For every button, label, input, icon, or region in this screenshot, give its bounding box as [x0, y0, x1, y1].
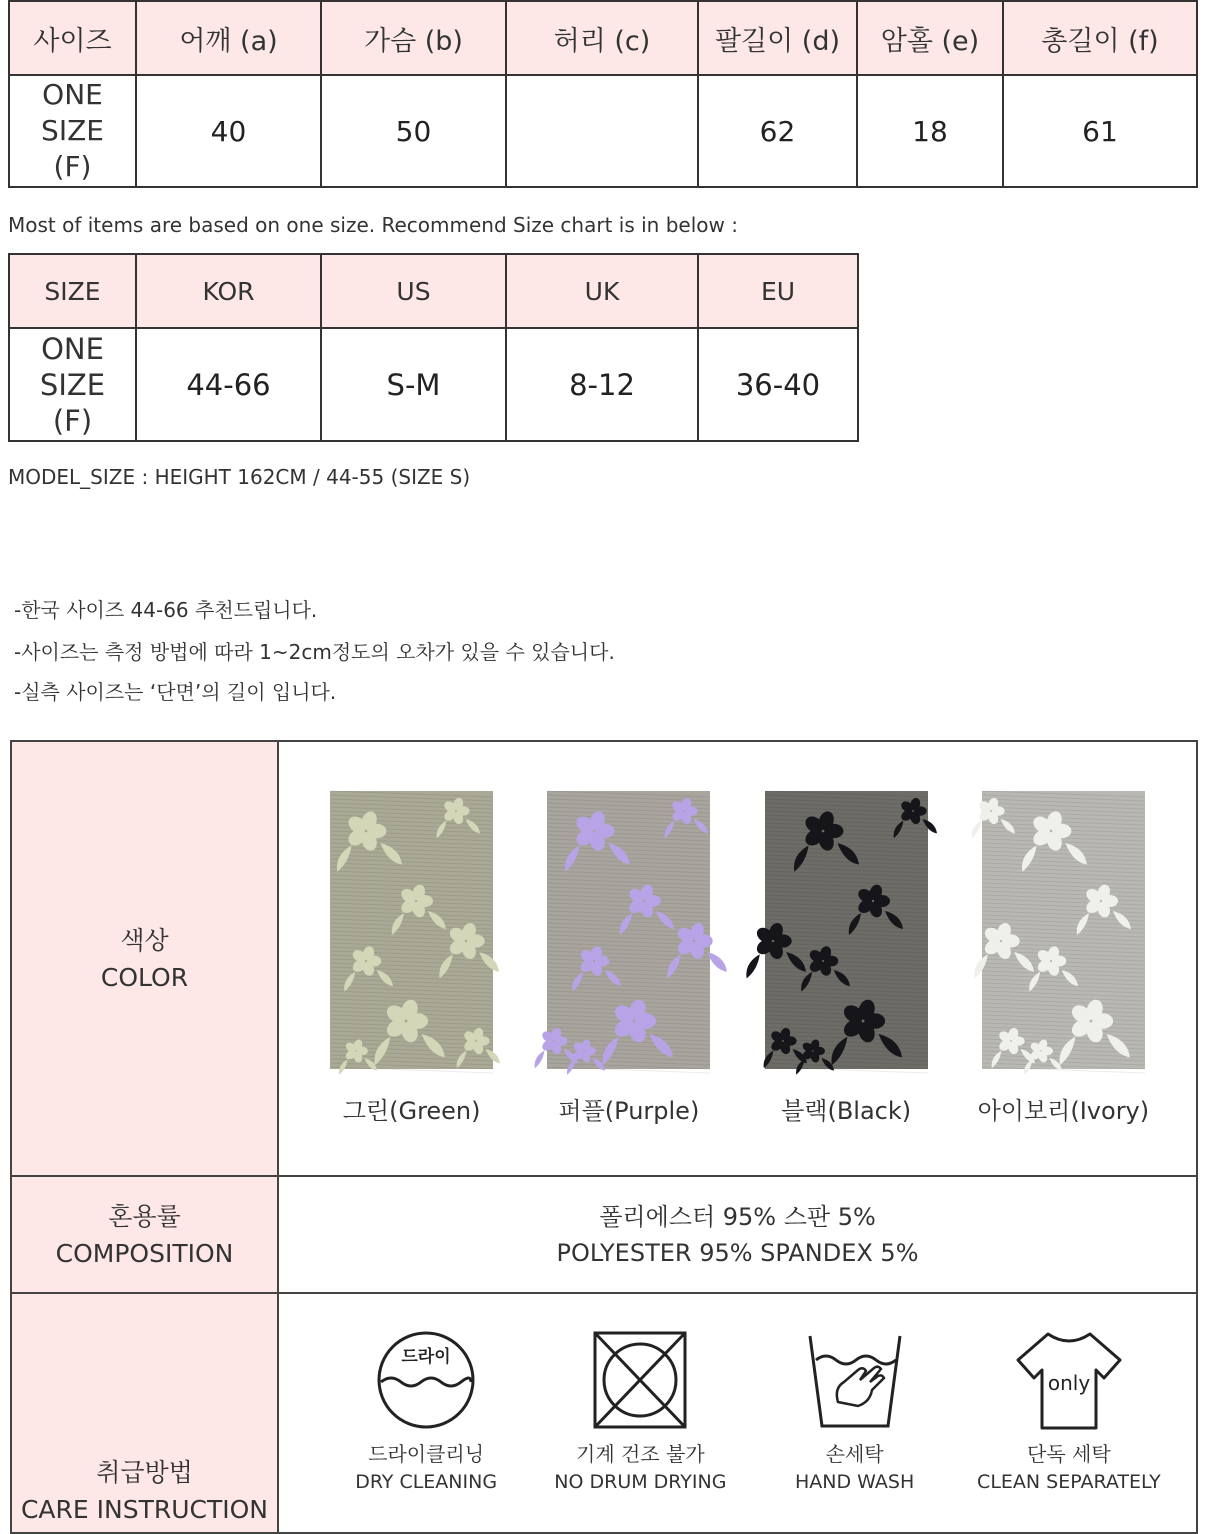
header-size: SIZE: [9, 254, 136, 328]
header-eu: EU: [698, 254, 858, 328]
fabric-swatch-image: [982, 791, 1145, 1069]
header-uk: UK: [506, 254, 698, 328]
composition-label-en: COMPOSITION: [55, 1238, 234, 1268]
composition-ko: 폴리에스터 95% 스판 5%: [599, 1202, 876, 1231]
value-eu: 36-40: [698, 328, 858, 441]
care-cell: [278, 1293, 1197, 1533]
recommend-note: Most of items are based on one size. Recommend Size chart is in below :: [8, 213, 738, 237]
care-en-label: NO DRUM DRYING: [554, 1471, 727, 1493]
hand-wash-icon: [800, 1330, 910, 1430]
composition-label-ko: 혼용률: [108, 1201, 181, 1231]
row-label-one-size: [9, 75, 136, 187]
row-label-line-2: (F): [52, 403, 93, 438]
care-label: [11, 1293, 278, 1533]
swatch-black[interactable]: [746, 791, 946, 1126]
value-total-length: 61: [1003, 75, 1197, 187]
only-icon-text: only: [1047, 1371, 1091, 1395]
korean-note-3: -실측 사이즈는 ‘단면’의 길이 입니다.: [14, 680, 337, 704]
fabric-swatch-image: [765, 791, 928, 1069]
value-uk: 8-12: [506, 328, 698, 441]
color-label-en: COLOR: [100, 962, 189, 992]
color-swatches-cell: [278, 741, 1197, 1176]
value-chest: 50: [321, 75, 506, 187]
color-label-ko: 색상: [120, 925, 169, 955]
clean-separately-icon: [1014, 1330, 1124, 1430]
row-label-line-2: (F): [53, 150, 92, 183]
value-armhole: 18: [857, 75, 1003, 187]
care-ko-label: 드라이클리닝: [368, 1442, 485, 1466]
care-label-en: CARE INSTRUCTION: [20, 1495, 269, 1524]
care-ko-label: 단독 세탁: [1027, 1442, 1111, 1466]
header-chest: 가슴 (b): [321, 1, 506, 75]
header-size: 사이즈: [9, 1, 136, 75]
care-no-drum-drying: [540, 1330, 740, 1493]
swatch-label: 아이보리(Ivory): [977, 1097, 1150, 1125]
header-armhole: 암홀 (e): [857, 1, 1003, 75]
header-total-length: 총길이 (f): [1003, 1, 1197, 75]
swatch-label: 그린(Green): [342, 1097, 481, 1125]
row-label-line-1: ONE SIZE: [41, 78, 104, 147]
korean-note-2: -사이즈는 측정 방법에 따라 1~2cm정도의 오차가 있을 수 있습니다.: [14, 640, 615, 664]
care-ko-label: 손세탁: [825, 1442, 884, 1466]
dry-cleaning-icon: [371, 1330, 481, 1430]
product-info-table: [10, 740, 1198, 1534]
size-conversion-table: [8, 253, 859, 442]
value-sleeve: 62: [698, 75, 857, 187]
value-waist: [506, 75, 698, 187]
korean-note-1: -한국 사이즈 44-66 추천드립니다.: [14, 598, 318, 622]
model-size-note: MODEL_SIZE : HEIGHT 162CM / 44-55 (SIZE S): [8, 465, 471, 489]
dry-icon-text: 드라이: [401, 1347, 451, 1367]
care-dry-cleaning: [326, 1330, 526, 1493]
size-measurement-table: [8, 0, 1198, 188]
header-kor: KOR: [136, 254, 321, 328]
no-drum-drying-icon: [585, 1330, 695, 1430]
value-us: S-M: [321, 328, 506, 441]
color-label: [11, 741, 278, 1176]
header-waist: 허리 (c): [506, 1, 698, 75]
row-label-one-size: [9, 328, 136, 441]
header-sleeve: 팔길이 (d): [698, 1, 857, 75]
care-en-label: DRY CLEANING: [355, 1471, 498, 1493]
value-shoulder: 40: [136, 75, 321, 187]
swatch-green[interactable]: [312, 791, 512, 1126]
header-shoulder: 어깨 (a): [136, 1, 321, 75]
composition-label: [11, 1176, 278, 1293]
care-hand-wash: [755, 1330, 955, 1493]
care-ko-label: 기계 건조 불가: [576, 1442, 705, 1466]
care-clean-separately: [969, 1330, 1169, 1493]
care-label-ko: 취급방법: [96, 1458, 193, 1487]
care-en-label: HAND WASH: [794, 1471, 915, 1493]
composition-cell: [278, 1176, 1197, 1293]
care-en-label: CLEAN SEPARATELY: [977, 1471, 1161, 1493]
fabric-swatch-image: [330, 791, 493, 1069]
value-kor: 44-66: [136, 328, 321, 441]
swatch-label: 블랙(Black): [781, 1097, 912, 1125]
row-label-line-1: ONE SIZE: [39, 331, 106, 402]
swatch-purple[interactable]: [529, 791, 729, 1126]
composition-en: POLYESTER 95% SPANDEX 5%: [556, 1238, 919, 1267]
swatch-label: 퍼플(Purple): [558, 1097, 700, 1125]
header-us: US: [321, 254, 506, 328]
swatch-ivory[interactable]: [963, 791, 1163, 1126]
fabric-swatch-image: [547, 791, 710, 1069]
